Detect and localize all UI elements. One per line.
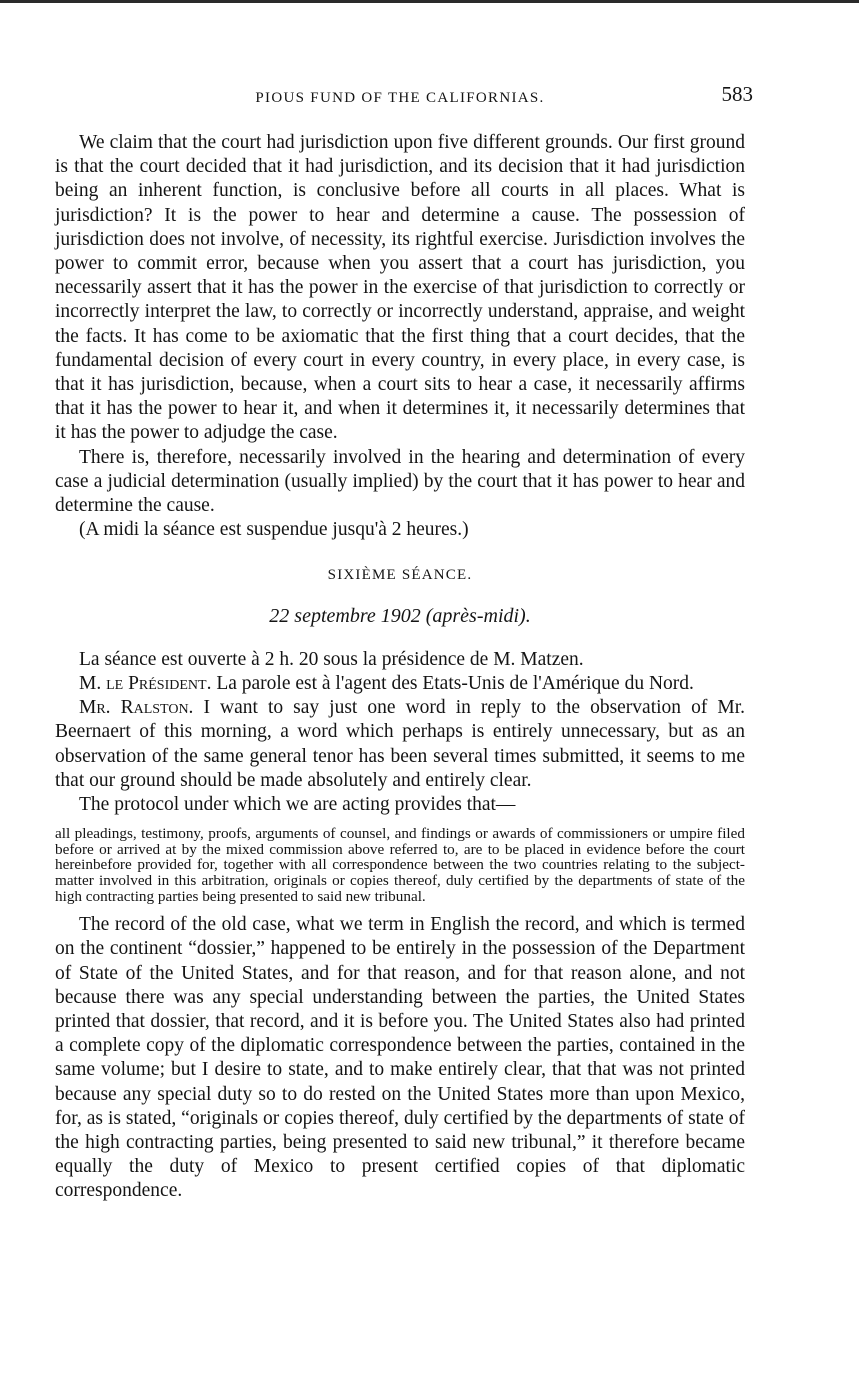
body-text: [55, 131, 745, 817]
paragraph-judicial-determination: There is, therefore, necessarily involved in the hearing and determination of every case a judicial determination (usually implied) by the court that it has power to hear and determine the cause.: [55, 446, 745, 517]
session-date: 22 septembre 1902 (après-midi).: [269, 604, 531, 627]
president-remark-text: La parole est à l'agent des Etats-Unis de l'Amérique du Nord.: [211, 673, 694, 695]
paragraph-ralston-remark: [55, 696, 745, 793]
paragraph-jurisdiction-grounds: We claim that the court had jurisdiction upon five different grounds. Our first ground is that the court decided that it had jurisdiction, and its decision that it had jurisdiction being an inherent function, is conclusive before all courts in all places. What is jurisdiction? It is the power to hear and determine a cause. The possession of jurisdiction does not involve, of necessity, its rightful exercise. Jurisdiction involves the power to commit error, because when you assert that a court has jurisdiction, you necessarily assert that it has the power in the exercise of that jurisdiction to correctly or incorrectly interpret the law, to correctly or incorrectly understand, appraise, and weight the facts. It has come to be axiomatic that the first thing that a court decides, that the fundamental decision of every court in every country, in every place, in every case, is that it has jurisdiction, because, when a court sits to hear a case, it necessarily affirms that it has the power to hear it, and when it determines it, it necessarily determines that it has the power to adjudge the case.: [55, 132, 745, 444]
top-border-rule: [0, 0, 859, 3]
running-head: [55, 82, 753, 112]
running-title: PIOUS FUND OF THE CALIFORNIAS.: [255, 90, 545, 106]
document-page: [55, 82, 753, 1204]
body-text-continued: [55, 913, 745, 1203]
section-heading: SIXIÈME SÉANCE.: [327, 567, 473, 584]
protocol-quotation: [55, 826, 745, 904]
speaker-president: M. le Président.: [79, 673, 212, 695]
speaker-ralston: Mr. Ralston.: [79, 697, 194, 719]
paragraph-record-dossier: The record of the old case, what we term in English the record, and which is termed on the continent “dossier,” happened to be entirely in the possession of the Department of State of the United States, and for that reason, and for that reason alone, and not because there was any special understanding between the parties, the United States printed that dossier, that record, and it is before you. The United States also had printed a complete copy of the diplomatic correspondence between the parties, contained in the same volume; but I desire to state, and to make entirely clear, that that was not printed because any special duty so to do rested on the United States more than upon Mexico, for, as is stated, “originals or copies thereof, duly certified by the departments of state of the high contracting parties, being presented to said new tribunal,” it therefore became equally the duty of Mexico to present certified copies of that diplomatic correspondence.: [55, 914, 745, 1202]
paragraph-protocol-intro: The protocol under which we are acting provides that—: [79, 794, 516, 816]
paragraph-session-suspended: (A midi la séance est suspendue jusqu'à 2 heures.): [79, 519, 469, 541]
paragraph-session-opened: La séance est ouverte à 2 h. 20 sous la présidence de M. Matzen.: [79, 648, 584, 670]
paragraph-president-remark: [55, 672, 745, 696]
page-number: 583: [721, 82, 753, 106]
quotation-text: all pleadings, testimony, proofs, arguments of counsel, and findings or awards of commissioners or umpire filed before or arrived at by the mixed commission above referred to, are to be placed in evidence before the court hereinbefore provided for, together with all correspondence between the two countries relating to the subject-matter involved in this arbitration, originals or copies thereof, duly certified by the departments of state of the high contracting parties being presented to said new tribunal.: [55, 825, 745, 905]
ralston-remark-text: I want to say just one word in reply to the observation of Mr. Beernaert of this morning, a word which perhaps is entirely unnecessary, but as an observation of the same general tenor has been several times submitted, it seems to me that our ground should be made absolutely and entirely clear.: [55, 697, 745, 791]
